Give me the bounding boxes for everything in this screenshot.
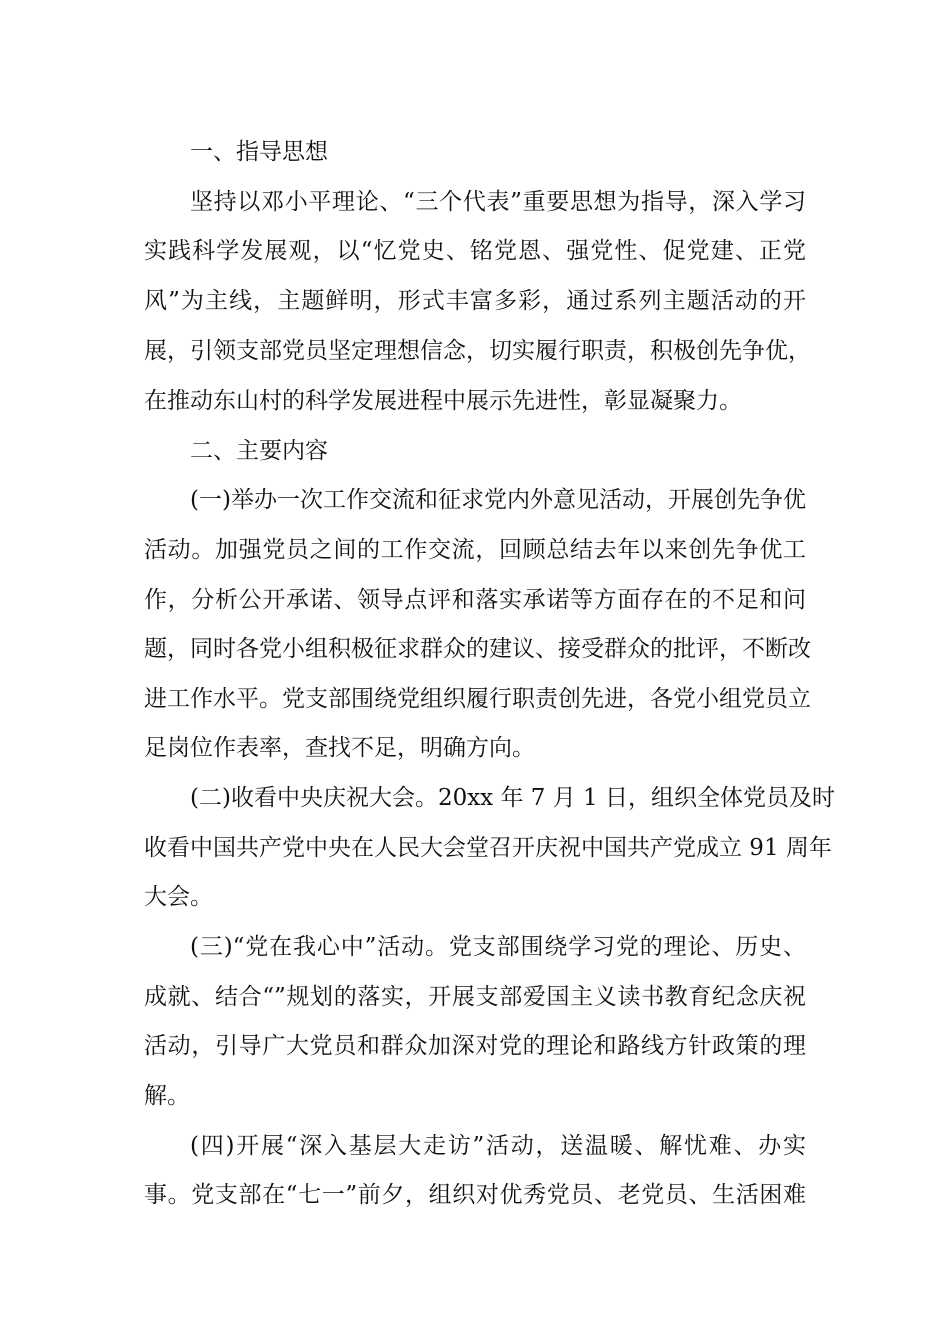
paragraph-line: 足岗位作表率，查找不足，明确方向。 <box>144 735 535 761</box>
paragraph-line: 作，分析公开承诺、领导点评和落实承诺等方面存在的不足和问 <box>144 587 806 613</box>
paragraph-line: 大会。 <box>144 884 213 910</box>
paragraph-line: 收看中国共产党中央在人民大会堂召开庆祝中国共产党成立 91 周年 <box>144 835 832 861</box>
paragraph-line: 解。 <box>144 1083 190 1109</box>
paragraph-line: 题，同时各党小组积极征求群众的建议、接受群众的批评，不断改 <box>144 636 811 662</box>
paragraph-line: 活动，引导广大党员和群众加深对党的理论和路线方针政策的理 <box>144 1033 806 1059</box>
paragraph-line: 风”为主线，主题鲜明，形式丰富多彩，通过系列主题活动的开 <box>144 288 806 314</box>
paragraph-line: 成就、结合“”规划的落实，开展支部爱国主义读书教育纪念庆祝 <box>144 984 806 1010</box>
paragraph-line: 坚持以邓小平理论、“三个代表”重要思想为指导，深入学习 <box>190 189 806 215</box>
paragraph-line: (三)“党在我心中”活动。党支部围绕学习党的理论、历史、 <box>190 934 806 960</box>
section-heading-main-content: 二、主要内容 <box>190 438 328 464</box>
paragraph-line: 进工作水平。党支部围绕党组织履行职责创先进，各党小组党员立 <box>144 686 811 712</box>
paragraph-line: (四)开展“深入基层大走访”活动，送温暖、解忧难、办实 <box>190 1133 806 1159</box>
paragraph-line: (一)举办一次工作交流和征求党内外意见活动，开展创先争优 <box>190 487 806 513</box>
paragraph-line: 活动。加强党员之间的工作交流，回顾总结去年以来创先争优工 <box>144 537 806 563</box>
paragraph-line: 展，引领支部党员坚定理想信念，切实履行职责，积极创先争优， <box>144 338 811 364</box>
paragraph-line: 事。党支部在“七一”前夕，组织对优秀党员、老党员、生活困难 <box>144 1182 806 1208</box>
paragraph-line: (二)收看中央庆祝大会。20xx 年 7 月 1 日，组织全体党员及时 <box>190 785 835 811</box>
section-heading-guiding-ideology: 一、指导思想 <box>190 139 328 165</box>
paragraph-line: 实践科学发展观，以“忆党史、铭党恩、强党性、促党建、正党 <box>144 238 806 264</box>
paragraph-line: 在推动东山村的科学发展进程中展示先进性，彰显凝聚力。 <box>144 388 742 414</box>
